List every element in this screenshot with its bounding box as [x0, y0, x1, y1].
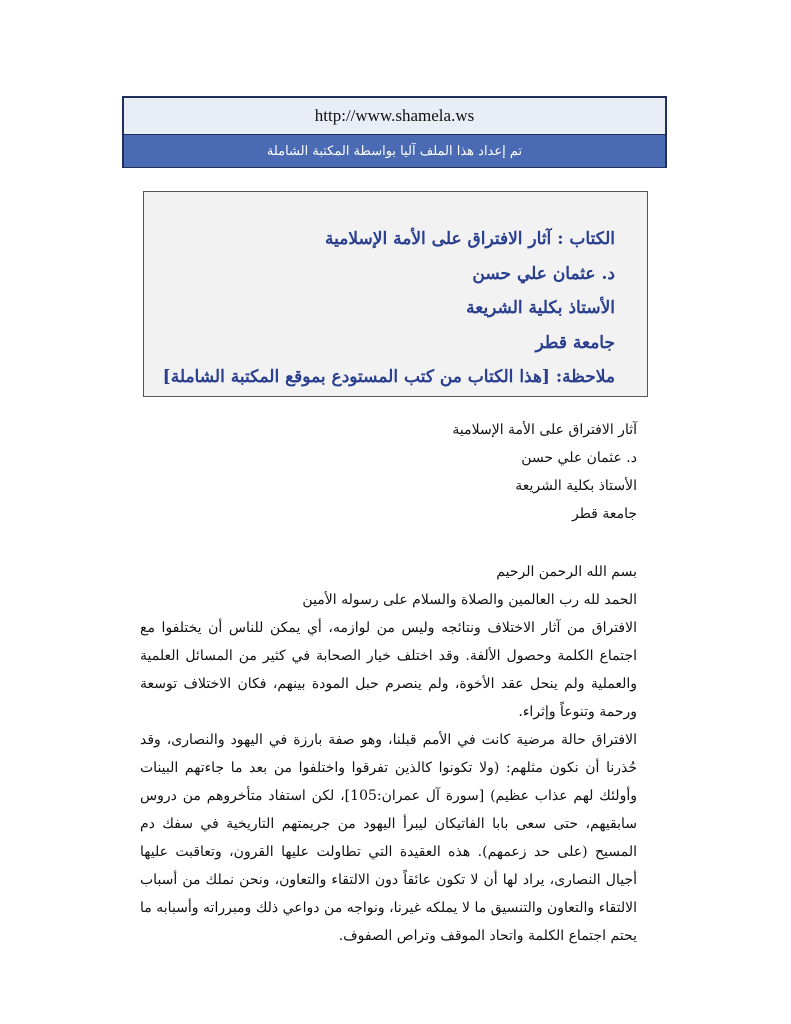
book-info-box [143, 191, 648, 397]
basmala: بسم الله الرحمن الرحيم [496, 564, 637, 580]
book-label: الكتاب : [551, 229, 615, 249]
spacer [140, 528, 637, 558]
document-body [140, 416, 637, 950]
book-title-line [144, 222, 615, 257]
shamela-url[interactable]: http://www.shamela.ws [124, 98, 665, 135]
book-title: آثار الافتراق على الأمة الإسلامية [325, 229, 552, 249]
praise-line: الحمد لله رب العالمين والصلاة والسلام على رسوله الأمين [302, 592, 637, 608]
body-title: آثار الافتراق على الأمة الإسلامية [452, 422, 637, 438]
book-note: [هذا الكتاب من كتب المستودع بموقع المكتبة الشاملة] [162, 367, 550, 387]
book-author: د. عثمان علي حسن [472, 263, 615, 284]
shamela-header-box [122, 96, 667, 168]
book-note-line [144, 360, 615, 395]
note-label: ملاحظة: [549, 367, 615, 387]
paragraph-1: الافتراق من آثار الاختلاف ونتائجه وليس من لوازمه، أي يمكن للناس أن يختلفوا مع اجتماع الكلمة وحصول الألفة. وقد اختلف خيار الصحابة في كثير من المسائل العلمية والعملية ولم ينحل عقد الأخوة، ولم ينصرم حبل المودة بينهم، فكان الاختلاف توسعة ورحمة وتنوعاً وإثراء. [140, 620, 637, 720]
paragraph-2: الافتراق حالة مرضية كانت في الأمم قبلنا، وهو صفة بارزة في اليهود والنصارى، وقد حُذرنا أن نكون مثلهم: (ولا تكونوا كالذين تفرقوا واختلفوا من بعد ما جاءتهم البينات وأولئك لهم عذاب عظيم) [سورة آل عمران:105]، لكن استفاد متأخروهم من دروس سابقيهم، حتى سعى بابا الفاتيكان ليبرأ اليهود من جريمتهم التاريخية في سفك دم المسيح (على حد زعمهم). هذه العقيدة التي تطاولت عليها القرون، وتعاقبت عليها أجيال النصارى، يراد لها أن لا تكون عائقاً دون الالتقاء والتعاون، ونحن نملك من أسباب الالتقاء والتعاون والتنسيق ما لا يملكه غيرنا، ونواجه من دواعي ذلك ومبرراته وأسبابه ما يحتم اجتماع الكلمة واتحاد الموقف وتراص الصفوف. [140, 732, 637, 944]
body-university: جامعة قطر [571, 506, 637, 522]
body-author: د. عثمان علي حسن [521, 450, 637, 466]
generated-notice: تم إعداد هذا الملف آليا بواسطة المكتبة الشاملة [124, 135, 665, 167]
book-university: جامعة قطر [535, 332, 615, 353]
body-position: الأستاذ بكلية الشريعة [515, 478, 637, 494]
book-position: الأستاذ بكلية الشريعة [466, 298, 615, 318]
